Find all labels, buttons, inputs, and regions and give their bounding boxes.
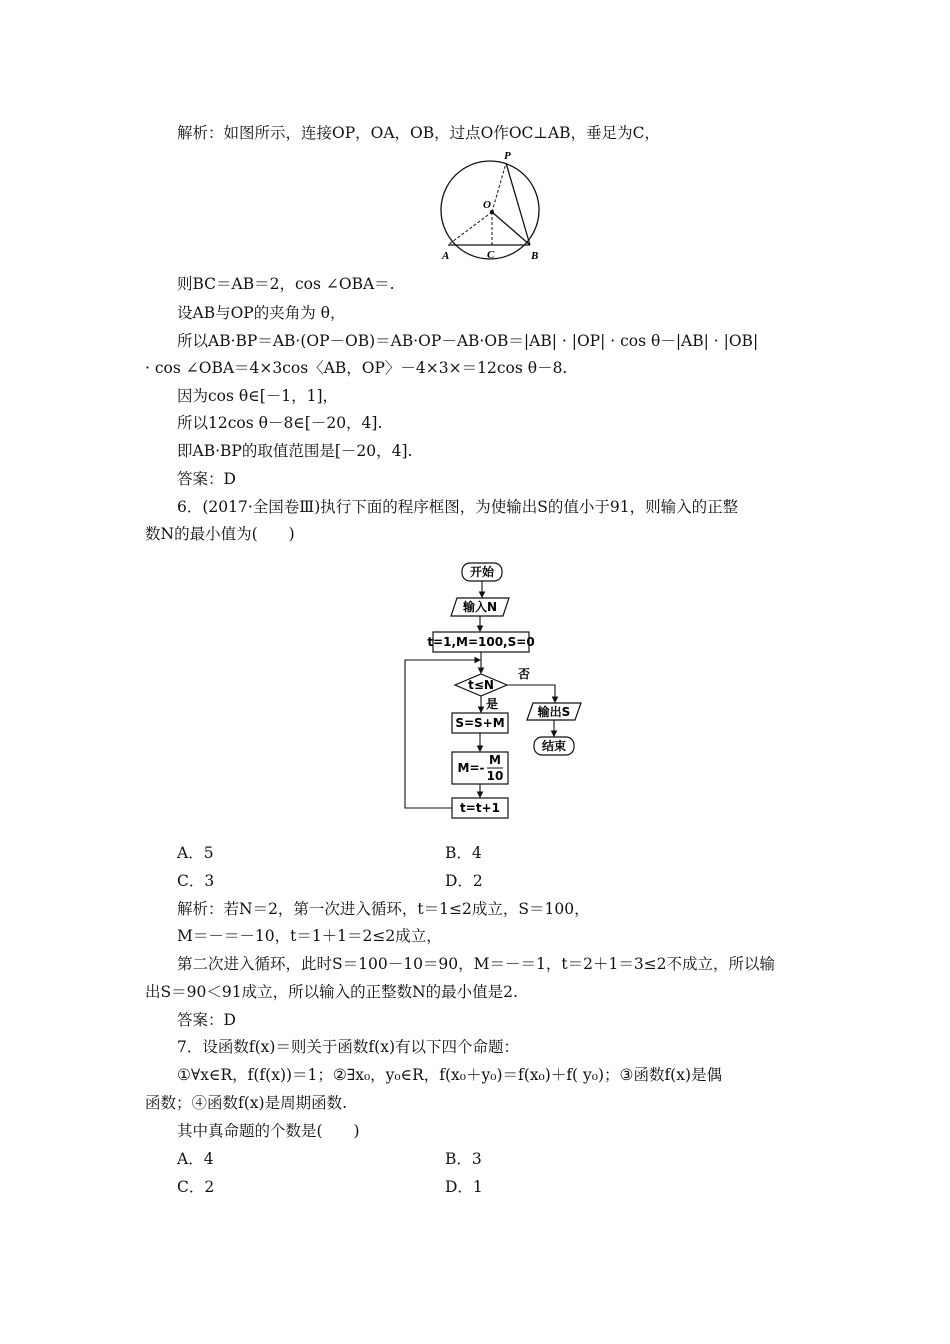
q6-answer: 答案：D (177, 1011, 236, 1029)
input-label: 输入N (462, 600, 498, 614)
q7-option-a: A．4 (177, 1150, 214, 1168)
no-label: 否 (517, 667, 531, 681)
question-6-line-2: 数N的最小值为( ) (145, 525, 295, 543)
q6-option-c: C．3 (177, 872, 215, 890)
segment-OA (448, 212, 492, 245)
question-7-line-1: 7．设函数f(x)＝则关于函数f(x)有以下四个命题： (177, 1038, 520, 1056)
answer-prev: 答案：D (177, 470, 236, 488)
label-C: C (487, 249, 495, 261)
q6-solution-line-3: 第二次进入循环，此时S＝100－10＝90，M＝－＝1，t＝2＋1＝3≤2不成立，所以输 (177, 955, 776, 973)
m-update-numerator: M (489, 753, 501, 767)
label-A: A (442, 250, 450, 262)
q6-option-d: D．2 (445, 872, 483, 890)
m-update-prefix: M=- (457, 761, 485, 775)
s-update-label: S=S+M (455, 716, 505, 730)
yes-label: 是 (485, 697, 499, 711)
q6-solution-line-2: M＝－＝－10，t＝1＋1＝2≤2成立， (177, 927, 442, 945)
label-P: P (504, 150, 511, 162)
q6-option-b: B．4 (445, 844, 482, 862)
q7-option-c: C．2 (177, 1178, 215, 1196)
q6-solution-line-4: 出S＝90＜91成立，所以输入的正整数N的最小值是2. (145, 983, 518, 1001)
t-update-label: t=t+1 (460, 801, 500, 815)
solution-line-3: 设AB与OP的夹角为 θ， (177, 304, 346, 322)
question-7-line-3: 函数；④函数f(x)是周期函数. (145, 1094, 348, 1112)
solution-line-1: 解析：如图所示，连接OP，OA，OB，过点O作OC⊥AB，垂足为C， (177, 124, 660, 142)
q7-option-b: B．3 (445, 1150, 482, 1168)
solution-line-2: 则BC＝AB＝2，cos ∠OBA＝. (177, 275, 395, 293)
solution-line-5: · cos ∠OBA＝4×3cos〈AB，OP〉－4×3×＝12cos θ－8. (145, 359, 568, 377)
end-label: 结束 (541, 739, 567, 753)
question-6-line-1: 6．(2017·全国卷Ⅲ)执行下面的程序框图，为使输出S的值小于91，则输入的正整 (177, 498, 739, 516)
segment-OB (492, 212, 530, 245)
question-7-line-4: 其中真命题的个数是( ) (177, 1122, 360, 1140)
segment-PB (506, 163, 530, 245)
question-7-line-2: ①∀x∈R，f(f(x))＝1；②∃x₀，y₀∈R，f(x₀＋y₀)＝f(x₀)＋f( y₀)；③函数f(x)是偶 (177, 1066, 723, 1084)
q6-option-a: A．5 (177, 844, 214, 862)
flowchart (395, 558, 595, 823)
label-B: B (531, 250, 539, 262)
m-update-denominator: 10 (486, 769, 504, 783)
solution-line-7: 所以12cos θ－8∈[－20，4]. (177, 414, 383, 432)
segment-OP (492, 163, 506, 212)
q7-option-d: D．1 (445, 1178, 483, 1196)
start-label: 开始 (469, 565, 495, 579)
solution-line-6: 因为cos θ∈[－1，1]， (177, 387, 339, 405)
init-label: t=1,M=100,S=0 (427, 635, 535, 649)
solution-line-4: 所以AB·BP＝AB·(OP－OB)＝AB·OP－AB·OB＝|AB| · |OP| · cos θ－|AB| · |OB| (177, 332, 759, 350)
circle-diagram (430, 146, 560, 264)
label-O: O (483, 199, 491, 211)
decision-label: t≤N (468, 678, 494, 692)
output-label: 输出S (537, 705, 571, 719)
q6-solution-line-1: 解析：若N＝2，第一次进入循环，t＝1≤2成立，S＝100， (177, 900, 590, 918)
solution-line-8: 即AB·BP的取值范围是[－20，4]. (177, 442, 413, 460)
